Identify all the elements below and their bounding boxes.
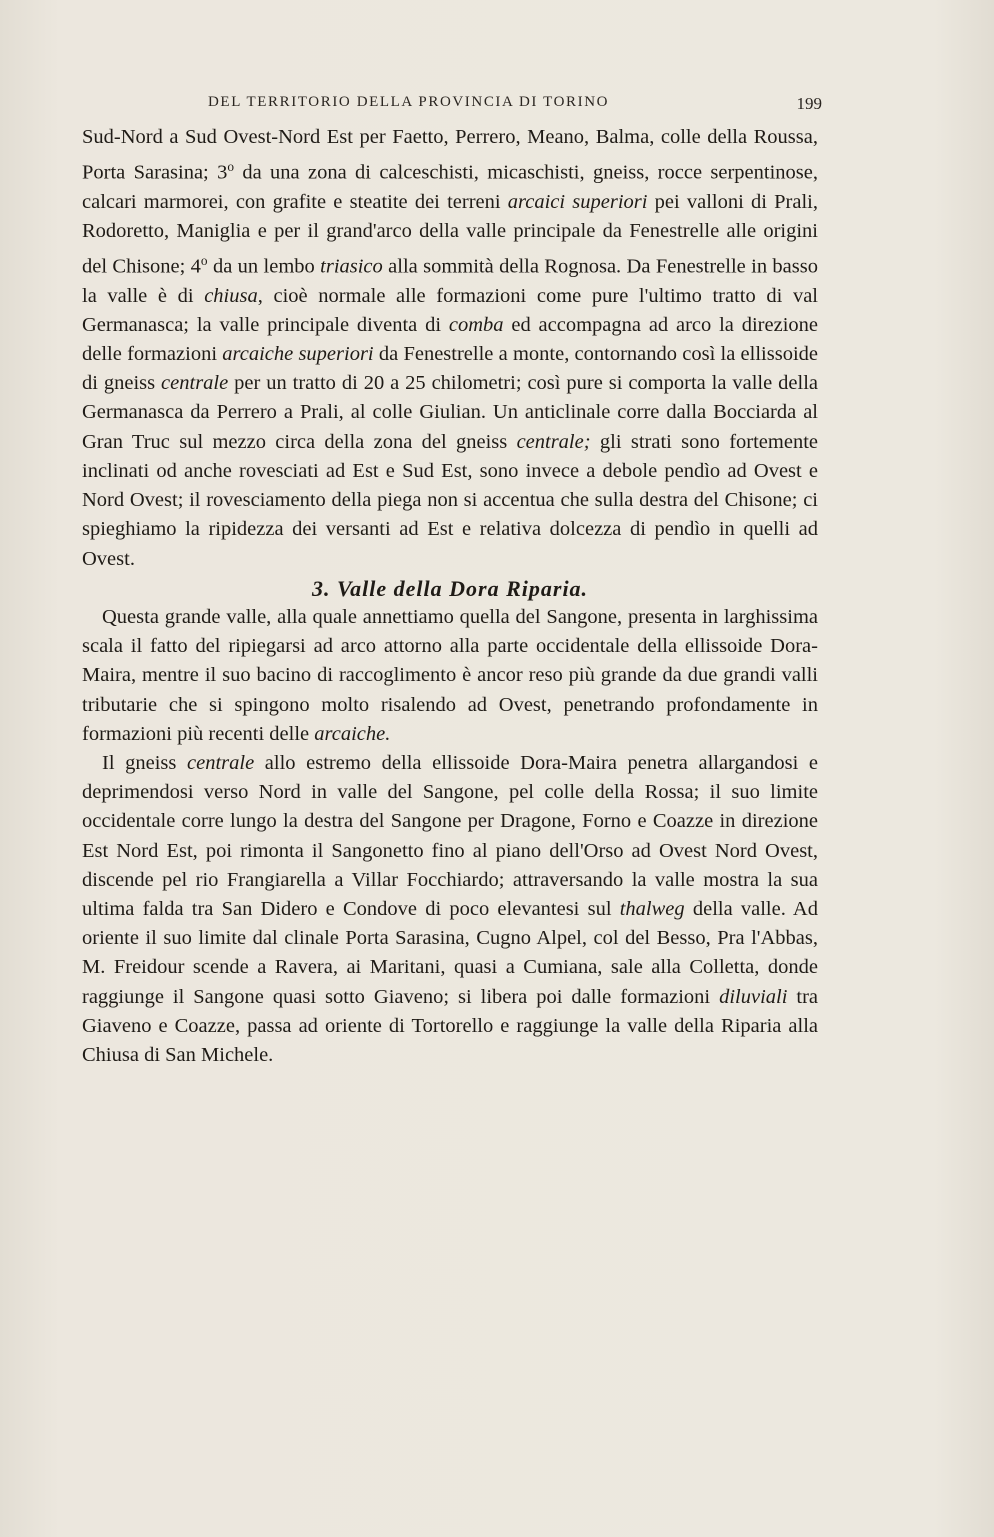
section-heading: 3. Valle della Dora Riparia. xyxy=(311,575,589,601)
page-header xyxy=(82,94,822,118)
body-text xyxy=(82,123,818,1070)
paragraph-1: Sud-Nord a Sud Ovest-Nord Est per Faetto, Perrero, Meano, Balma, colle della Roussa, Porta Sarasina; 3$^o$ da una zona di calceschisti, micaschisti, gneiss, rocce serpentinose, calcari marmorei, con grafite e steatite dei terreni arcaici superiori pei valloni di Prali, Rodoretto, Maniglia e per il grand'arco della valle principale da Fenestrelle alle origini del Chisone; 4$^o$ da un lembo triasico alla sommità della Rognosa. Da Fenestrelle in basso la valle è di chiusa, cioè normale alle formazioni come pure l'ultimo tratto di val Germanasca; la valle principale diventa di comba ed accompagna ad arco la direzione delle formazioni arcaiche superiori da Fenestrelle a monte, contornando così la ellissoide di gneiss centrale per un tratto di 20 a 25 chilometri; così pure si comporta la valle della Germanasca da Perrero a Prali, al colle Giulian. Un anticlinale corre dalla Bocciarda al Gran Truc sul mezzo circa della zona del gneiss centrale; gli strati sono fortemente inclinati od anche rovesciati ad Est e Sud Est, sono invece a debole pendìo ad Ovest e Nord Ovest; il rovesciamento della piega non si accentua che sulla destra del Chisone; ci spieghiamo la ripidezza dei versanti ad Est e relativa dolcezza di pendìo in quelli ad Ovest. xyxy=(82,126,818,570)
running-head: DEL TERRITORIO DELLA PROVINCIA DI TORINO xyxy=(208,94,610,110)
paragraph-3: Il gneiss centrale allo estremo della ellissoide Dora-Maira penetra allargandosi e deprimendosi verso Nord in valle del Sangone, pel colle della Rossa; il suo limite occidentale corre lungo la destra del Sangone per Dragone, Forno e Coazze in direzione Est Nord Est, poi rimonta il Sangonetto fino al piano dell'Orso ad Ovest Nord Ovest, discende pel rio Frangiarella a Villar Focchiardo; attraversando la valle mostra la sua ultima falda tra San Didero e Condove di poco elevantesi sul thalweg della valle. Ad oriente il suo limite dal clinale Porta Sarasina, Cugno Alpel, col del Besso, Pra l'Abbas, M. Freidour scende a Ravera, ai Maritani, quasi a Cumiana, sale alla Colletta, donde raggiunge il Sangone quasi sotto Giaveno; si libera poi dalle formazioni diluviali tra Giaveno e Coazze, passa ad oriente di Tortorello e raggiunge la valle della Riparia alla Chiusa di San Michele. xyxy=(82,751,818,1066)
page-number: 199 xyxy=(796,94,822,113)
paragraph-2: Questa grande valle, alla quale annettiamo quella del Sangone, presenta in larghissima scala il fatto del ripiegarsi ad arco attorno alla parte occidentale della ellissoide Dora-Maira, mentre il suo bacino di raccoglimento è ancor reso più grande da due grandi valli tributarie che si spingono molto risalendo ad Ovest, penetrando profondamente in formazioni più recenti delle arcaiche. xyxy=(82,605,818,745)
